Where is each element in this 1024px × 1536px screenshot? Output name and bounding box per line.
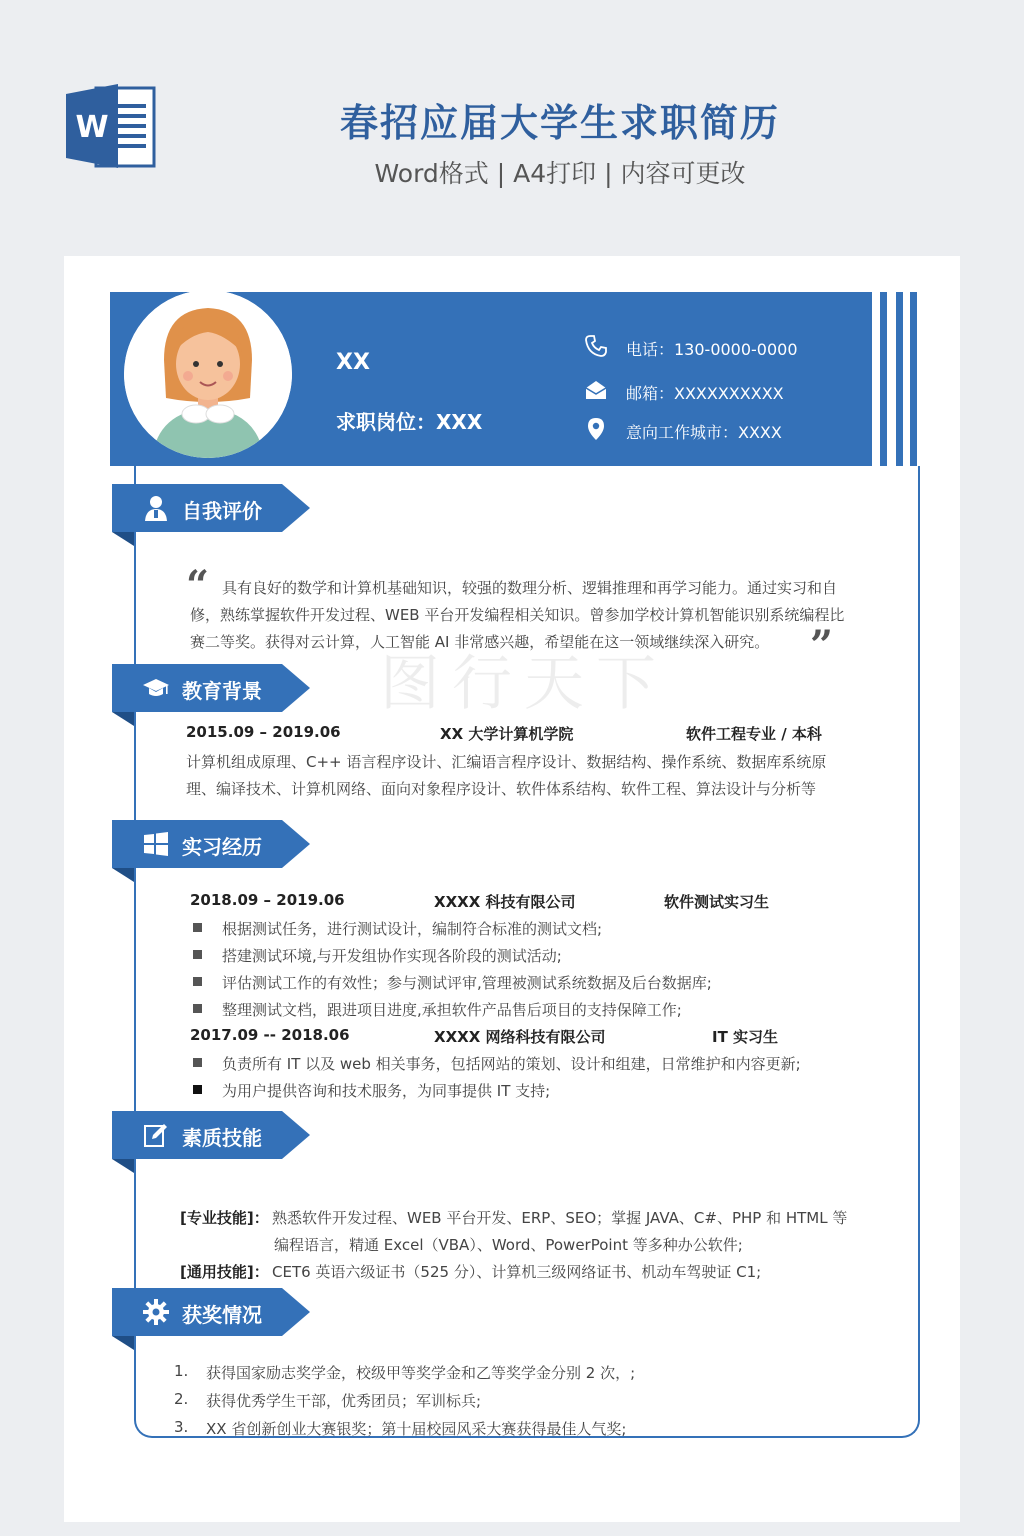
page-title: 春招应届大学生求职简历: [339, 101, 780, 145]
section-tab-skills: [112, 1111, 312, 1161]
section-title-awards: 获奖情况: [182, 1303, 262, 1327]
job-position: [336, 406, 482, 435]
contact-city: [584, 417, 864, 443]
location-pin-icon: [584, 417, 608, 441]
job1-company: XXXX 科技有限公司: [434, 893, 576, 911]
user-icon: [142, 494, 170, 522]
award-num-3: 3.: [174, 1418, 189, 1436]
edu-courses-2: 理、编译技术、计算机网络、面向对象程序设计、软件体系结构、软件工程、算法设计与分析等: [186, 780, 817, 798]
skills-gen-label: [通用技能]：: [180, 1263, 269, 1281]
svg-text:W: W: [75, 110, 109, 145]
contact-phone: [584, 334, 864, 360]
quote-open-icon: “: [186, 562, 210, 609]
job2-company: XXXX 网络科技有限公司: [434, 1028, 606, 1046]
edit-icon: [142, 1121, 170, 1149]
bullet-icon: [193, 1058, 202, 1067]
skills-pro-line-1: 熟悉软件开发过程、WEB 平台开发、ERP、SEO；掌握 JAVA、C#、PHP 和 HTML 等: [272, 1209, 848, 1227]
graduation-cap-icon: [142, 674, 170, 702]
self-line-2: 修，熟练掌握软件开发过程、WEB 平台开发编程相关知识。曾参加学校计算机智能识别系统编程比: [190, 606, 845, 624]
edu-period: 2015.09 – 2019.06: [186, 723, 341, 741]
avatar: [124, 290, 292, 458]
job1-item-3: 评估测试工作的有效性；参与测试评审,管理被测试系统数据及后台数据库;: [222, 974, 712, 992]
skills-pro-line-2: 编程语言，精通 Excel（VBA）、Word、PowerPoint 等多种办公软件;: [274, 1236, 743, 1254]
band-stripe: [910, 292, 917, 466]
phone-icon: [584, 334, 608, 358]
email-text: 邮箱：XXXXXXXXXX: [626, 384, 784, 403]
award-text-3: XX 省创新创业大赛银奖；第十届校园风采大赛获得最佳人气奖;: [206, 1420, 627, 1438]
bullet-icon: [193, 1085, 202, 1094]
bullet-icon: [193, 1004, 202, 1013]
page-subtitle: Word格式 | A4打印 | 内容可更改: [374, 159, 746, 188]
bullet-icon: [193, 977, 202, 986]
skills-pro-label: [专业技能]：: [180, 1209, 269, 1227]
award-text-2: 获得优秀学生干部，优秀团员；军训标兵;: [206, 1392, 482, 1410]
candidate-name: XX: [336, 350, 370, 375]
section-tab-self: [112, 484, 312, 534]
job1-item-4: 整理测试文档，跟进项目进度,承担软件产品售后项目的支持保障工作;: [222, 1001, 682, 1019]
section-tab-internship: [112, 820, 312, 870]
section-title-internship: 实习经历: [182, 835, 262, 859]
city-text: 意向工作城市：XXXX: [626, 423, 782, 442]
job1-period: 2018.09 – 2019.06: [190, 891, 345, 909]
section-title-self: 自我评价: [182, 499, 262, 523]
job2-role: IT 实习生: [712, 1028, 779, 1046]
gear-icon: [142, 1298, 170, 1326]
award-num-1: 1.: [174, 1362, 189, 1380]
job2-period: 2017.09 -- 2018.06: [190, 1026, 350, 1044]
skills-gen-text: CET6 英语六级证书（525 分）、计算机三级网络证书、机动车驾驶证 C1;: [272, 1263, 762, 1281]
band-stripe: [880, 292, 887, 466]
section-tab-education: [112, 664, 312, 714]
section-tab-awards: [112, 1288, 312, 1338]
word-doc-icon: [66, 82, 156, 170]
self-line-3: 赛二等奖。获得对云计算，人工智能 AI 非常感兴趣，希望能在这一领域继续深入研究。: [190, 633, 770, 651]
band-stripe: [896, 292, 903, 466]
section-title-skills: 素质技能: [182, 1126, 262, 1150]
edu-school: XX 大学计算机学院: [440, 725, 574, 743]
quote-close-icon: ”: [810, 622, 834, 669]
mail-icon: [584, 378, 608, 402]
contact-email: [584, 378, 864, 404]
job1-item-1: 根据测试任务，进行测试设计，编制符合标准的测试文档;: [222, 920, 603, 938]
edu-courses-1: 计算机组成原理、C++ 语言程序设计、汇编语言程序设计、数据结构、操作系统、数据库系统原: [186, 753, 827, 771]
job2-item-1: 负责所有 IT 以及 web 相关事务，包括网站的策划、设计和组建，日常维护和内容更新;: [222, 1055, 801, 1073]
watermark: 图行天下: [380, 649, 668, 719]
job1-item-2: 搭建测试环境,与开发组协作实现各阶段的测试活动;: [222, 947, 562, 965]
job1-role: 软件测试实习生: [664, 893, 770, 911]
job-label: 求职岗位：: [336, 410, 436, 434]
job-value: XXX: [436, 410, 483, 434]
award-num-2: 2.: [174, 1390, 189, 1408]
edu-major: 软件工程专业 / 本科: [686, 725, 822, 743]
bullet-icon: [193, 923, 202, 932]
bullet-icon: [193, 950, 202, 959]
section-title-education: 教育背景: [182, 679, 262, 703]
job2-item-2: 为用户提供咨询和技术服务，为同事提供 IT 支持;: [222, 1082, 551, 1100]
windows-icon: [142, 830, 170, 858]
self-line-1: 具有良好的数学和计算机基础知识，较强的数理分析、逻辑推理和再学习能力。通过实习和自: [222, 579, 838, 597]
award-text-1: 获得国家励志奖学金，校级甲等奖学金和乙等奖学金分别 2 次，;: [206, 1364, 636, 1382]
phone-text: 电话：130-0000-0000: [626, 340, 798, 359]
